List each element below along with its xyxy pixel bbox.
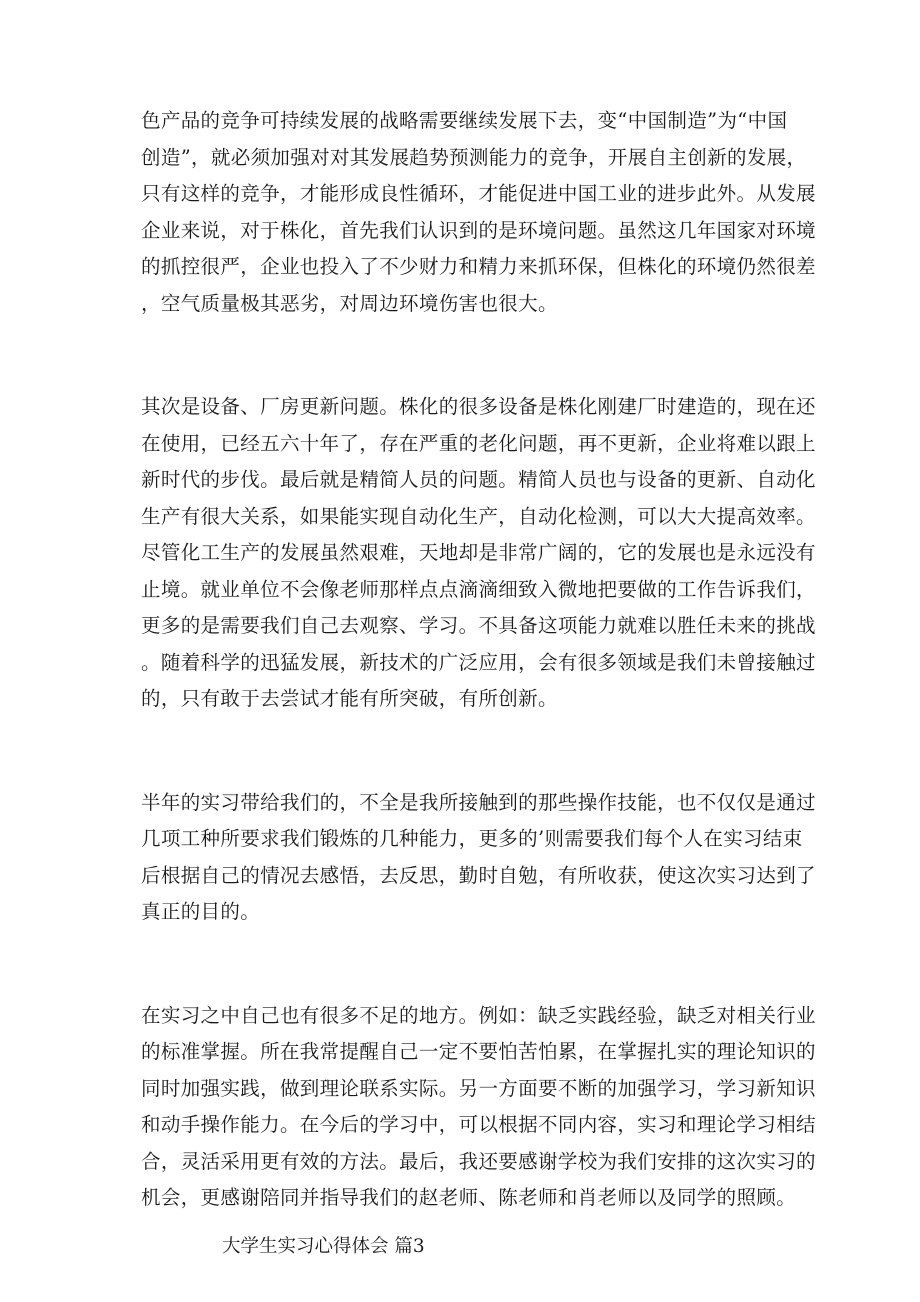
text-line: 尽管化工生产的发展虽然艰难，天地却是非常广阔的，它的发展也是永远没有 [141,541,816,564]
paragraph-equipment [141,389,816,718]
text-line: 几项工种所要求我们锻炼的几种能力，更多的’则需要我们每个人在实习结束 [141,827,803,850]
paragraph-spacer [141,931,783,998]
text-line: ，空气质量极其恶劣，对周边环境伤害也很大。 [141,291,558,315]
text-line: 新时代的步伐。最后就是精简人员的问题。精简人员也与设备的更新、自动化 [141,468,816,491]
paragraph-environment [141,103,816,322]
text-line: 合，灵活采用更有效的方法。最后，我还要感谢学校为我们安排的这次实习的 [141,1149,816,1173]
text-line: 生产有很大关系，如果能实现自动化生产，自动化检测，可以大大提高效率。 [141,504,816,528]
section-heading: 大学生实习心得体会 篇3 [222,1235,425,1257]
text-line: 创造”，就必须加强对对其发展趋势预测能力的竞争，开展自主创新的发展， [141,145,807,169]
text-line: 色产品的竞争可持续发展的战略需要继续发展下去，变“中国制造”为“中国 [141,109,788,132]
paragraph-spacer [141,718,783,785]
document-body [141,103,816,1265]
text-line: 真正的目的。 [141,900,261,923]
paragraph-spacer [141,322,783,389]
text-line: 只有这样的竞争，才能形成良性循环，才能促进中国工业的进步此外。从发展 [141,182,816,205]
text-line: 。随着科学的迅猛发展，新技术的广泛应用，会有很多领域是我们未曾接触过 [141,650,816,674]
text-line: 止境。就业单位不会像老师那样点点滴滴细致入微地把要做的工作告诉我们， [141,577,816,601]
paragraph-shortcomings [141,998,816,1217]
text-line: 其次是设备、厂房更新问题。株化的很多设备是株化刚建厂时建造的，现在还 [141,395,816,418]
text-line: 半年的实习带给我们的，不全是我所接触到的那些操作技能，也不仅仅是通过 [141,790,816,814]
heading-spacer [141,1217,783,1229]
text-line: 的，只有敢于去尝试才能有所突破，有所创新。 [141,687,558,710]
paragraph-half-year [141,785,816,931]
text-line: 在使用，已经五六十年了，存在严重的老化问题，再不更新，企业将难以跟上 [141,431,816,455]
text-line: 更多的是需要我们自己去观察、学习。不具备这项能力就难以胜任未来的挑战 [141,614,816,637]
text-line: 企业来说，对于株化，首先我们认识到的是环境问题。虽然这几年国家对环境 [141,218,816,242]
text-line: 后根据自己的情况去感悟，去反思，勤时自勉，有所收获，使这次实习达到了 [141,863,816,887]
text-line: 机会，更感谢陪同并指导我们的赵老师、陈老师和肖老师以及同学的照顾。 [141,1186,797,1209]
text-line: 和动手操作能力。在今后的学习中，可以根据不同内容，实习和理论学习相结 [141,1113,816,1136]
text-line: 在实习之中自己也有很多不足的地方。例如：缺乏实践经验，缺乏对相关行业 [141,1003,816,1027]
text-line: 同时加强实践，做到理论联系实际。另一方面要不断的加强学习，学习新知识 [141,1076,816,1100]
text-line: 的抓控很严，企业也投入了不少财力和精力来抓环保，但株化的环境仍然很差 [141,255,816,278]
text-line: 的标准掌握。所在我常提醒自己一定不要怕苦怕累，在掌握扎实的理论知识的 [141,1040,816,1063]
